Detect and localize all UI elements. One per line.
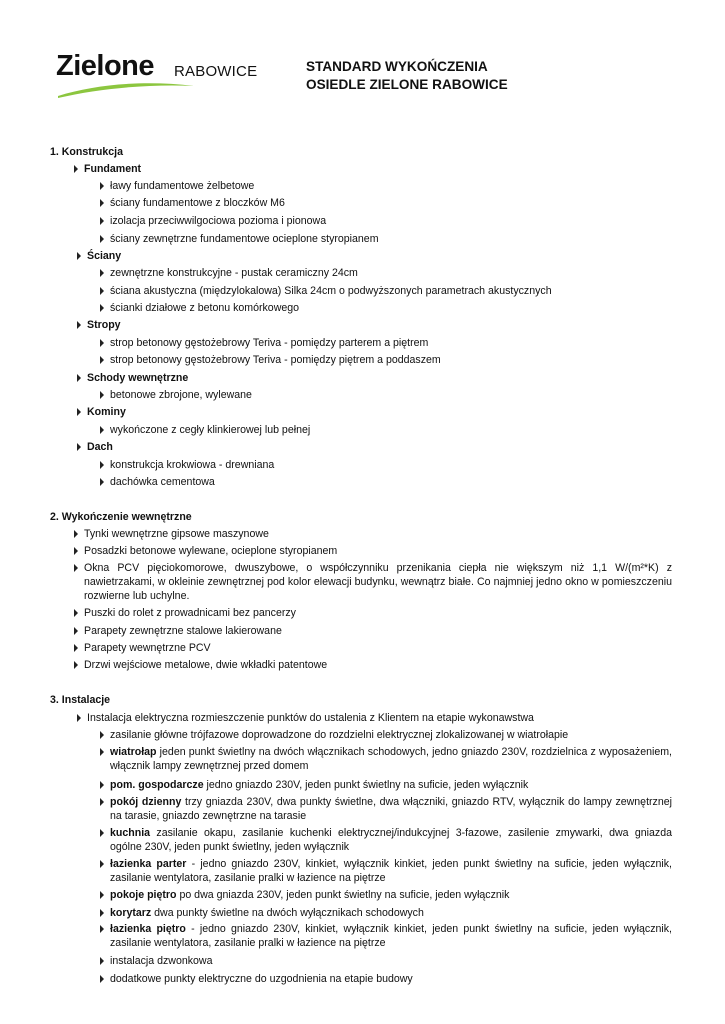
list-item: Instalacja elektryczna rozmieszczenie punktów do ustalenia z Klientem na etapie wykonawstwa: [87, 712, 534, 724]
item-text: zasilanie główne trójfazowe doprowadzone do rozdzielni elektrycznej zlokalizowanej w wiatrołapie: [110, 729, 569, 741]
item-text: instalacja dzwonkowa: [110, 955, 213, 967]
list-item: konstrukcja krokwiowa - drewniana: [110, 459, 275, 471]
list-item: ściany zewnętrzne fundamentowe ocieplone styropianem: [110, 233, 379, 245]
list-item: [110, 728, 568, 742]
logo-swoosh-icon: [56, 76, 196, 100]
list-item: Posadzki betonowe wylewane, ocieplone styropianem: [84, 545, 338, 557]
subsection-kominy: Kominy: [87, 406, 126, 418]
section-title-konstrukcja: 1. Konstrukcja: [50, 146, 124, 158]
list-item: [110, 857, 672, 885]
list-item: Okna PCV pięciokomorowe, dwuszybowe, o współczynniku przenikania ciepła nie większym niż 1,1 W/(m²*K) z nawietrzakami, w okleinie zewnętrznej pod kolor elewacji budynku, wewnątrz białe. Co najmniej jedno okno w pomieszczeniu rozwierne lub uchylne.: [84, 562, 672, 602]
item-text: dodatkowe punkty elektryczne do uzgodnienia na etapie budowy: [110, 973, 413, 985]
list-item: [110, 972, 413, 986]
room-label: korytarz: [110, 907, 152, 919]
room-label: pokój dzienny: [110, 796, 182, 808]
list-item: ławy fundamentowe żelbetowe: [110, 180, 255, 192]
list-item: wykończone z cegły klinkierowej lub pełnej: [110, 424, 311, 436]
list-item: [110, 922, 672, 950]
section-title-instalacje: 3. Instalacje: [50, 694, 111, 706]
room-label: łazienka parter: [110, 858, 187, 870]
list-item: [110, 906, 424, 920]
subsection-fundament: Fundament: [84, 163, 142, 175]
item-text: - jedno gniazdo 230V, kinkiet, wyłącznik kinkiet, jeden punkt świetlny na suficie, jeden wyłącznik, zasilanie wentylatora, zasilanie pralki w łazience na piętrze: [110, 858, 672, 884]
list-item: strop betonowy gęstożebrowy Teriva - pomiędzy parterem a piętrem: [110, 337, 429, 349]
room-label: pom. gospodarcze: [110, 779, 204, 791]
item-text: po dwa gniazda 230V, jeden punkt świetlny na suficie, jeden wyłącznik: [176, 889, 510, 901]
list-item: [110, 778, 528, 792]
room-label: kuchnia: [110, 827, 151, 839]
title-line-1: STANDARD WYKOŃCZENIA: [306, 59, 488, 74]
list-item: ściana akustyczna (międzylokalowa) Silka 24cm o podwyższonych parametrach akustycznych: [110, 285, 552, 297]
logo-main-text: Zielone: [56, 50, 155, 82]
section-title-wykonczenie: 2. Wykończenie wewnętrzne: [50, 511, 192, 523]
list-item: [110, 745, 672, 773]
room-label: wiatrołap: [110, 746, 157, 758]
list-item: [110, 888, 509, 902]
subsection-stropy: Stropy: [87, 319, 121, 331]
subsection-dach: Dach: [87, 441, 113, 453]
list-item: betonowe zbrojone, wylewane: [110, 389, 252, 401]
list-item: Parapety zewnętrzne stalowe lakierowane: [84, 625, 282, 637]
item-text: trzy gniazda 230V, dwa punkty świetlne, dwa włączniki, gniazdo RTV, wyłącznik do lampy zewnętrznej na tarasie, gniazdo zewnętrzne na tarasie: [110, 796, 672, 822]
list-item: ściany fundamentowe z bloczków M6: [110, 197, 285, 209]
logo-sub-text: RABOWICE: [174, 63, 258, 80]
list-item: [110, 954, 212, 968]
list-item: ścianki działowe z betonu komórkowego: [110, 302, 300, 314]
item-text: dwa punkty świetlne na dwóch wyłącznikach schodowych: [151, 907, 424, 919]
list-item: Drzwi wejściowe metalowe, dwie wkładki patentowe: [84, 659, 328, 671]
list-item: Tynki wewnętrzne gipsowe maszynowe: [84, 528, 269, 540]
room-label: łazienka piętro: [110, 923, 186, 935]
item-text: jedno gniazdo 230V, jeden punkt świetlny na suficie, jeden wyłącznik: [203, 779, 529, 791]
list-item: dachówka cementowa: [110, 476, 215, 488]
document-title: [306, 58, 508, 94]
subsection-sciany: Ściany: [87, 250, 122, 262]
list-item: izolacja przeciwwilgociowa pozioma i pionowa: [110, 215, 327, 227]
item-text: - jedno gniazdo 230V, kinkiet, wyłącznik kinkiet, jeden punkt świetlny na suficie, jeden wyłącznik, zasilanie wentylatora, zasilanie pralki w łazience na piętrze: [110, 923, 672, 949]
list-item: [110, 795, 672, 823]
item-text: zasilanie okapu, zasilanie kuchenki elektrycznej/indukcyjnej 3-fazowe, zasilenie zmywarki, dwa gniazda ogólne 230V, jeden punkt świetlny, jeden wyłącznik: [110, 827, 672, 853]
subsection-schody: Schody wewnętrzne: [87, 372, 189, 384]
title-line-2: OSIEDLE ZIELONE RABOWICE: [306, 77, 508, 92]
room-label: pokoje piętro: [110, 889, 177, 901]
list-item: Puszki do rolet z prowadnicami bez pancerzy: [84, 607, 296, 619]
company-logo: [56, 50, 256, 100]
list-item: [110, 826, 672, 854]
list-item: Parapety wewnętrzne PCV: [84, 642, 211, 654]
list-item: strop betonowy gęstożebrowy Teriva - pomiędzy piętrem a poddaszem: [110, 354, 441, 366]
list-item: zewnętrzne konstrukcyjne - pustak ceramiczny 24cm: [110, 267, 358, 279]
item-text: jeden punkt świetlny na dwóch włącznikach schodowych, jedno gniazdo 230V, rozdzielnica z wyposażeniem, włącznik lampy zewnętrznej przed domem: [110, 746, 672, 772]
